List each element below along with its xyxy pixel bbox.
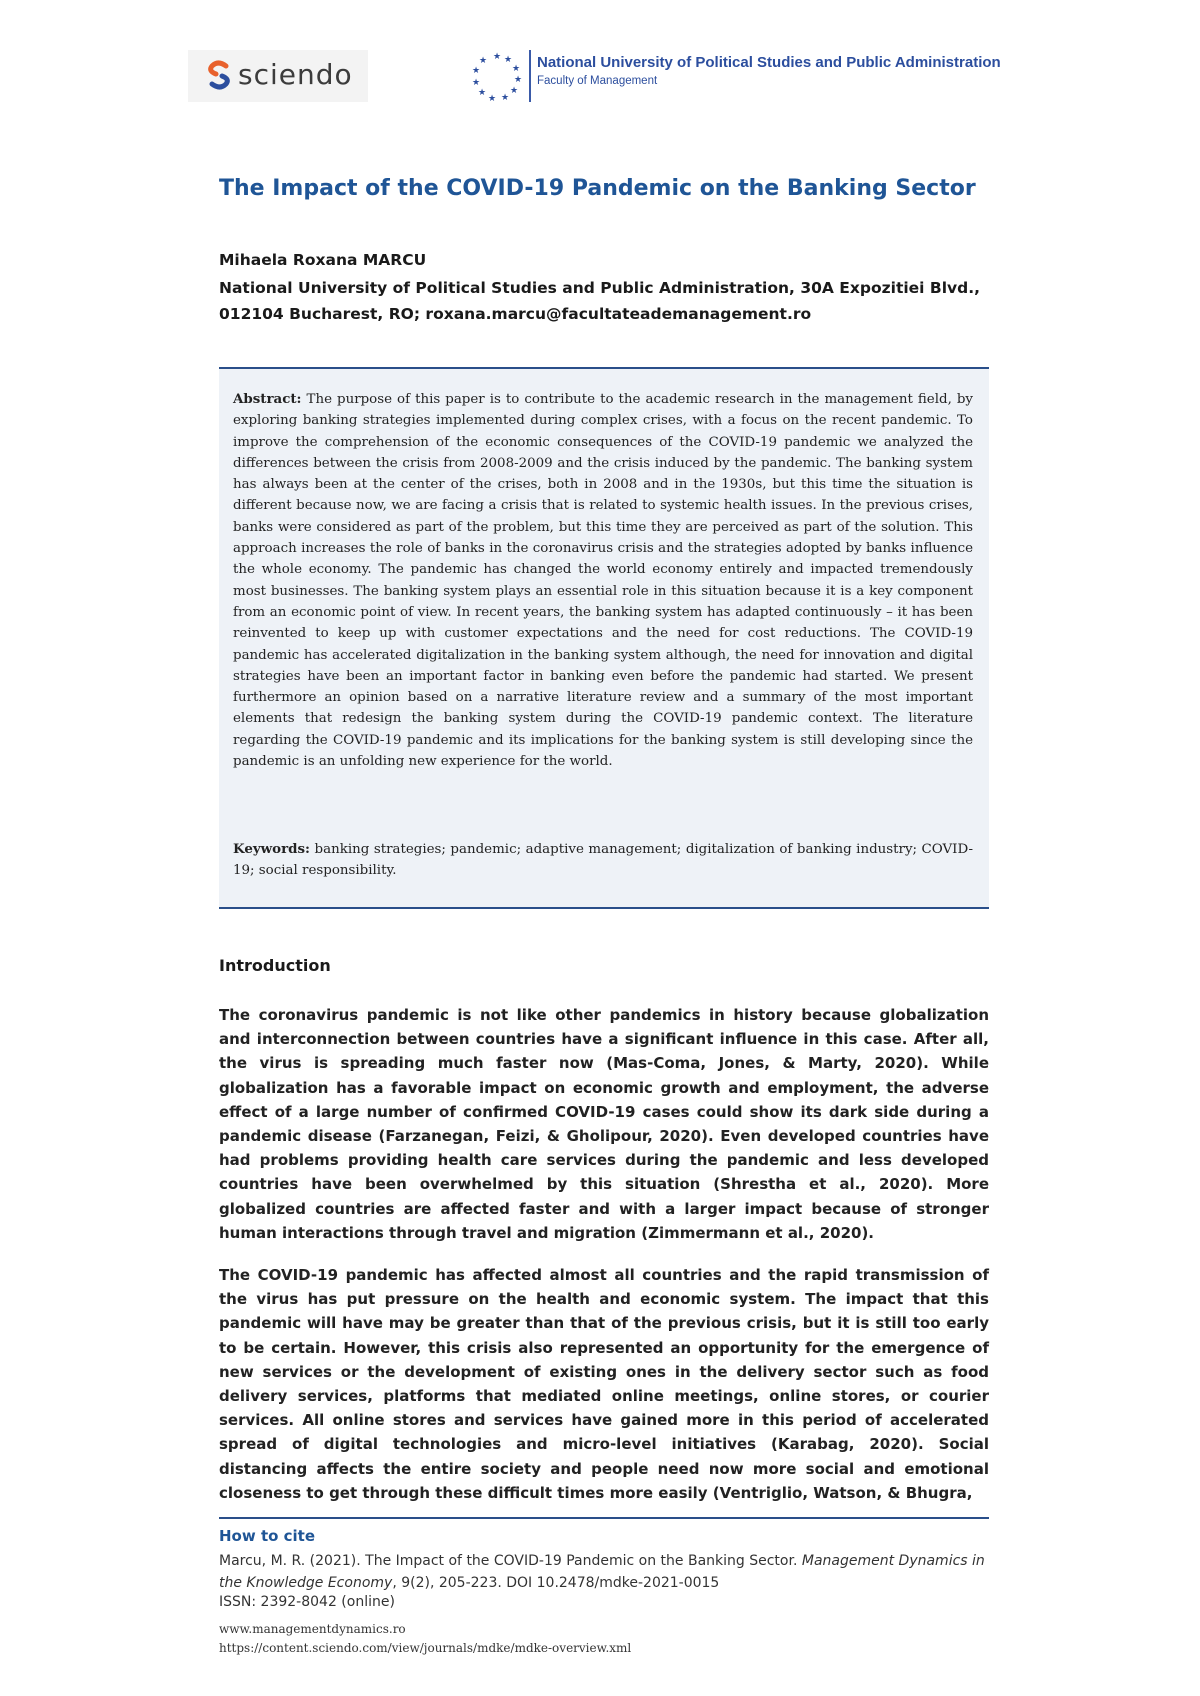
svg-text:★: ★ bbox=[471, 66, 481, 76]
svg-text:★: ★ bbox=[471, 78, 481, 88]
issn: ISSN: 2392-8042 (online) bbox=[219, 1594, 395, 1610]
abstract-text: The purpose of this paper is to contribute to the academic research in the management field, by exploring banking strategies implemented during complex crises, with a focus on the recent pandemic. To improve the comprehension of the economic consequences of the COVID-19 pandemic we analyzed the differences between the crisis from 2008-2009 and the crisis induced by the pandemic. The banking system has always been at the center of the crises, both in 2008 and in the 1930s, but this time the situation is different because now, we are facing a crisis that is related to systemic health issues. In the previous crises, banks were considered as part of the problem, but this time they are perceived as part of the solution. This approach increases the role of banks in the coronavirus crisis and the strategies adopted by banks influence the whole economy. The pandemic has changed the world economy entirely and impacted tremendously most businesses. The banking system plays an essential role in this situation because it is a key component from an economic point of view. In recent years, the banking system has adapted continuously – it has been reinvented to keep up with customer expectations and the need for cost reductions. The COVID-19 pandemic has accelerated digitalization in the banking system although, the need for innovation and digital strategies have been an important factor in banking even before the pandemic had started. We present furthermore an opinion based on a narrative literature review and a summary of the most important elements that redesign the banking system during the COVID-19 pandemic context. The literature regarding the COVID-19 pandemic and its implications for the banking system is still developing since the pandemic is an unfolding new experience for the world. bbox=[233, 392, 973, 770]
citation-plain: Marcu, M. R. (2021). The Impact of the COVID-19 Pandemic on the Banking Sector. bbox=[219, 1553, 802, 1569]
citation-journal: Management Dynamics in the Knowledge Economy bbox=[219, 1553, 985, 1591]
svg-text:★: ★ bbox=[500, 93, 510, 103]
university-name: National University of Political Studies and Public Administration bbox=[537, 54, 1001, 71]
author-name: Mihaela Roxana MARCU bbox=[219, 251, 427, 269]
keywords bbox=[233, 839, 973, 882]
journal-url-link[interactable]: https://content.sciendo.com/view/journals/mdke/mdke-overview.xml bbox=[219, 1641, 632, 1655]
citation bbox=[219, 1550, 999, 1594]
body-paragraph-2: The COVID-19 pandemic has affected almost all countries and the rapid transmission of the virus has put pressure on the health and economic system. The impact that this pandemic will have may be greater than that of the previous crisis, but it is still too early to be certain. However, this crisis also represented an opportunity for the emergence of new services or the development of existing ones in the delivery sector such as food delivery services, platforms that mediated online meetings, online stores, or courier services. All online stores and services have gained more in this period of accelerated spread of digital technologies and micro-level initiatives (Karabag, 2020). Social distancing affects the entire society and people need now more social and emotional closeness to get through these difficult times more easily (Ventriglio, Watson, & Bhugra, bbox=[219, 1266, 989, 1502]
how-to-cite-heading: How to cite bbox=[219, 1527, 316, 1545]
article-title: The Impact of the COVID-19 Pandemic on the Banking Sector bbox=[219, 176, 976, 201]
abstract-box bbox=[219, 367, 989, 909]
svg-text:★: ★ bbox=[487, 94, 497, 103]
journal-website-link[interactable]: www.managementdynamics.ro bbox=[219, 1622, 406, 1636]
keywords-label: Keywords: bbox=[233, 841, 311, 857]
citation-rest: , 9(2), 205-223. DOI 10.2478/mdke-2021-0015 bbox=[392, 1575, 720, 1591]
svg-text:★: ★ bbox=[503, 55, 513, 65]
sciendo-logo-text: sciendo bbox=[238, 58, 353, 91]
author-affiliation: National University of Political Studies and Public Administration, 30A Expozitiei Blvd., 012104 Bucharest, RO; roxana.marcu@facultateademanagement.ro bbox=[219, 279, 980, 323]
footer-divider bbox=[219, 1517, 989, 1519]
svg-text:★: ★ bbox=[513, 75, 523, 85]
section-heading-introduction: Introduction bbox=[219, 956, 331, 975]
svg-text:★: ★ bbox=[477, 88, 487, 98]
abstract bbox=[233, 389, 973, 772]
university-logo bbox=[470, 48, 1001, 103]
svg-text:★: ★ bbox=[511, 64, 521, 74]
logo-divider bbox=[529, 50, 531, 102]
university-stars-icon bbox=[470, 48, 525, 103]
svg-text:★: ★ bbox=[509, 86, 519, 96]
body-paragraph-1: The coronavirus pandemic is not like other pandemics in history because globalization and interconnection between countries have a significant influence in this case. After all, the virus is spreading much faster now (Mas-Coma, Jones, & Marty, 2020). While globalization has a favorable impact on economic growth and employment, the adverse effect of a large number of confirmed COVID-19 cases could show its dark side during a pandemic disease (Farzanegan, Feizi, & Gholipour, 2020). Even developed countries have had problems providing health care services during the pandemic and less developed countries have been overwhelmed by this situation (Shrestha et al., 2020). More globalized countries are affected faster and with a larger impact because of stronger human interactions through travel and migration (Zimmermann et al., 2020). bbox=[219, 1006, 989, 1242]
svg-text:★: ★ bbox=[492, 52, 502, 62]
keywords-text: banking strategies; pandemic; adaptive management; digitalization of banking industry; COVID-19; social responsibility. bbox=[233, 842, 973, 879]
sciendo-logo bbox=[208, 58, 353, 91]
faculty-name: Faculty of Management bbox=[537, 75, 658, 87]
svg-text:★: ★ bbox=[478, 56, 488, 66]
abstract-label: Abstract: bbox=[233, 391, 302, 407]
sciendo-logo-icon bbox=[208, 60, 230, 90]
